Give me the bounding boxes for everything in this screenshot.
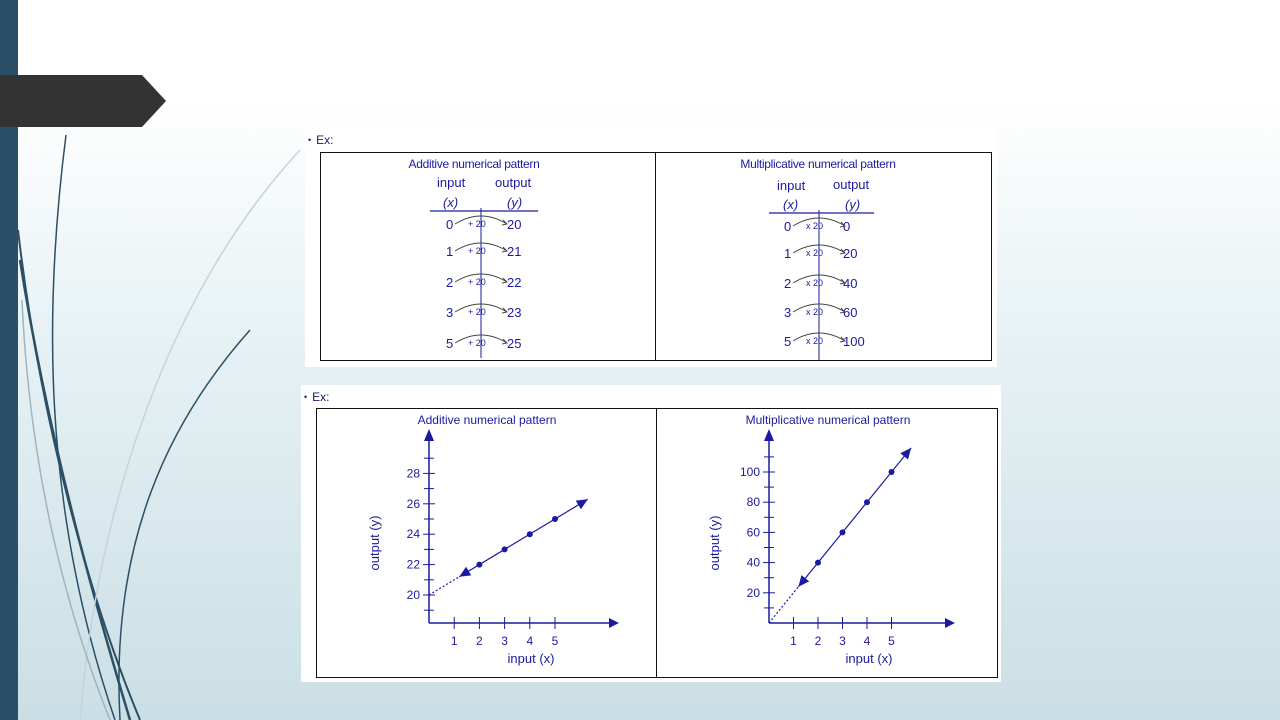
y-tick-label: 28: [406, 466, 420, 481]
multiplicative-input-value: 0: [784, 219, 792, 234]
multiplicative-output-value: 60: [843, 305, 858, 320]
y-tick-label: 100: [739, 465, 760, 479]
x-tick-label: 2: [476, 634, 483, 648]
x-tick-label: 4: [863, 634, 871, 648]
data-point: [864, 499, 870, 505]
multiplicative-operation-label: x 20: [806, 221, 824, 231]
input-header: input: [437, 175, 466, 190]
additive-output-value: 25: [507, 336, 522, 351]
x-tick-label: 1: [790, 634, 797, 648]
data-point: [527, 531, 533, 537]
multiplicative-input-value: 1: [784, 246, 792, 261]
y-tick-label: 20: [746, 585, 760, 600]
multiplicative-operation-label: x 20: [806, 336, 824, 346]
decorative-swoosh: [0, 0, 320, 720]
x-tick-label: 2: [814, 634, 822, 648]
additive-operation-label: + 20: [468, 338, 486, 348]
data-point: [476, 562, 482, 568]
pattern-line: [798, 448, 911, 587]
input-var: (x): [443, 195, 459, 210]
x-tick-label: 3: [501, 634, 508, 648]
y-tick-label: 22: [406, 557, 420, 572]
multiplicative-output-value: 40: [843, 276, 858, 291]
additive-operation-label: + 20: [468, 277, 486, 287]
line-arrow-back: [798, 575, 809, 587]
line-arrow-forward: [576, 499, 588, 509]
data-point: [815, 560, 821, 566]
output-var: (y): [507, 195, 523, 210]
line-arrow-back: [459, 567, 471, 577]
output-var: (y): [845, 197, 861, 212]
x-tick-label: 5: [551, 634, 559, 648]
additive-input-value: 1: [446, 244, 454, 259]
data-point: [840, 529, 846, 535]
y-tick-label: 40: [746, 555, 760, 570]
input-var: (x): [783, 197, 799, 212]
y-tick-label: 80: [746, 495, 760, 510]
multiplicative-output-value: 20: [843, 246, 858, 261]
multiplicative-operation-label: x 20: [806, 307, 824, 317]
multiplicative-input-value: 3: [784, 305, 792, 320]
x-tick-label: 3: [839, 634, 846, 648]
additive-operation-label: + 20: [468, 307, 486, 317]
multiplicative-output-value: 100: [843, 334, 865, 349]
output-header: output: [833, 177, 870, 192]
output-header: output: [495, 175, 532, 190]
x-axis-arrow: [609, 618, 619, 628]
x-axis-label: input (x): [507, 651, 555, 666]
multiplicative-operation-label: x 20: [806, 278, 824, 288]
x-tick-label: 1: [450, 634, 458, 648]
line-arrow-forward: [900, 448, 911, 460]
additive-input-value: 5: [446, 336, 454, 351]
y-tick-label: 24: [406, 527, 420, 542]
graph-frame: [316, 408, 998, 678]
y-tick-label: 20: [406, 588, 420, 602]
data-point: [552, 516, 558, 522]
multiplicative-input-value: 2: [784, 276, 792, 291]
graph-example-panel: [301, 385, 1001, 682]
pattern-charts: [317, 409, 997, 677]
additive-output-value: 21: [507, 244, 522, 259]
additive-input-value: 2: [446, 275, 454, 290]
multiplicative-operation-label: x 20: [806, 248, 824, 258]
multiplicative-output-value: 0: [843, 219, 851, 234]
x-tick-label: 5: [888, 634, 895, 648]
ex-label: • Ex:: [304, 390, 330, 404]
x-axis-arrow: [945, 618, 955, 628]
data-point: [502, 546, 508, 552]
additive-operation-label: + 20: [468, 246, 486, 256]
chart-title: Multiplicative numerical pattern: [745, 413, 911, 427]
additive-output-value: 22: [507, 275, 522, 290]
y-axis-arrow: [764, 429, 774, 441]
x-axis-label: input (x): [845, 651, 893, 666]
y-tick-label: 26: [406, 496, 420, 511]
y-axis-arrow: [424, 429, 434, 441]
additive-operation-label: + 20: [468, 219, 486, 229]
ex-label: • Ex:: [308, 133, 334, 147]
y-axis-label: output (y): [367, 515, 382, 571]
additive-table-title: Additive numerical pattern: [408, 157, 540, 171]
table-example-panel: [305, 129, 997, 367]
table-divider: [655, 153, 656, 360]
chart-title: Additive numerical pattern: [417, 413, 557, 427]
multiplicative-input-value: 5: [784, 334, 792, 349]
y-tick-label: 60: [746, 525, 760, 540]
table-frame: [320, 152, 992, 361]
additive-output-value: 20: [507, 217, 522, 232]
multiplicative-table-title: Multiplicative numerical pattern: [740, 157, 896, 171]
additive-input-value: 3: [446, 305, 454, 320]
additive-output-value: 23: [507, 305, 522, 320]
additive-input-value: 0: [446, 217, 454, 232]
x-tick-label: 4: [526, 634, 534, 648]
input-header: input: [777, 178, 806, 193]
data-point: [889, 469, 895, 475]
y-axis-label: output (y): [707, 515, 722, 571]
